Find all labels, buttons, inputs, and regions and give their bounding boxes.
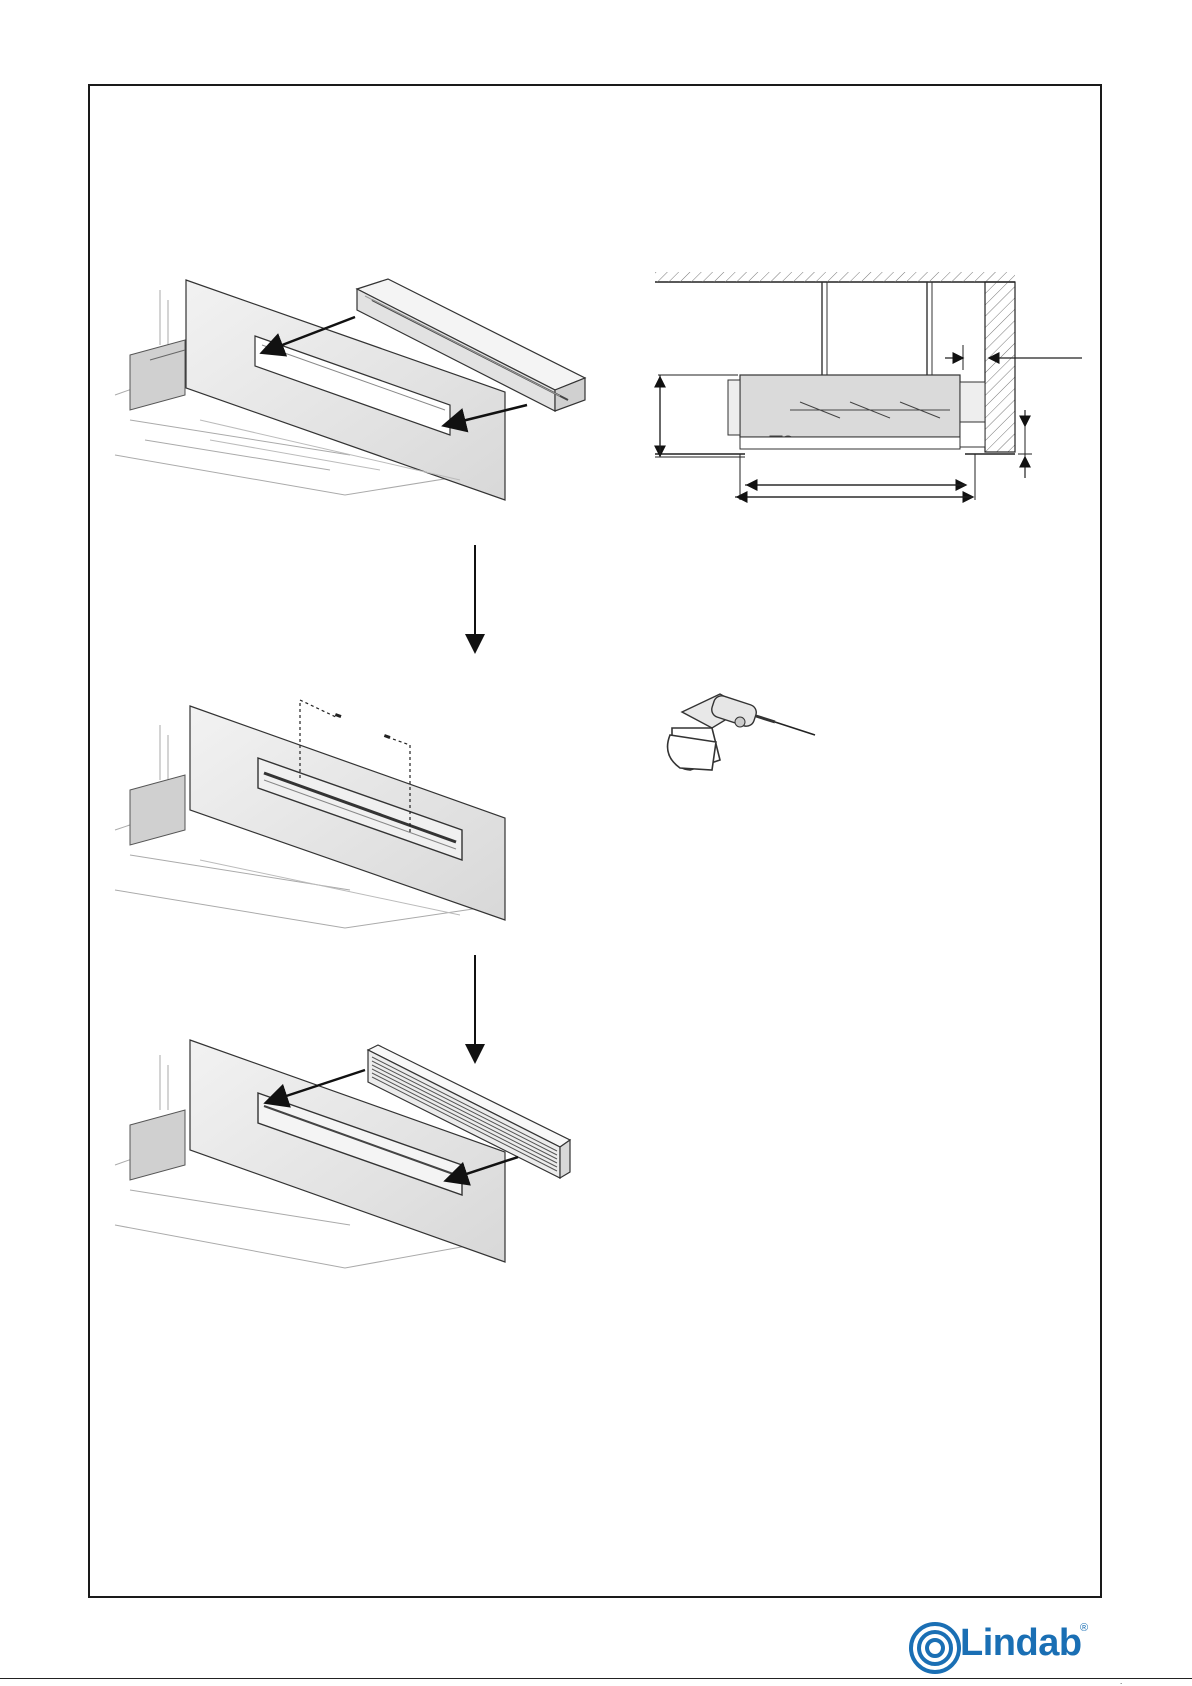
brand-registered-mark: ®	[1080, 1622, 1089, 1634]
step1-illustration	[115, 279, 585, 500]
brand-name: Lindab	[960, 1622, 1082, 1664]
step3-illustration	[115, 1040, 570, 1268]
drill-icon	[668, 694, 815, 770]
section-drawing	[655, 272, 1082, 500]
footer-rule	[0, 1678, 1192, 1679]
step2-illustration	[115, 700, 505, 928]
page-tick: .	[1120, 1677, 1123, 1686]
